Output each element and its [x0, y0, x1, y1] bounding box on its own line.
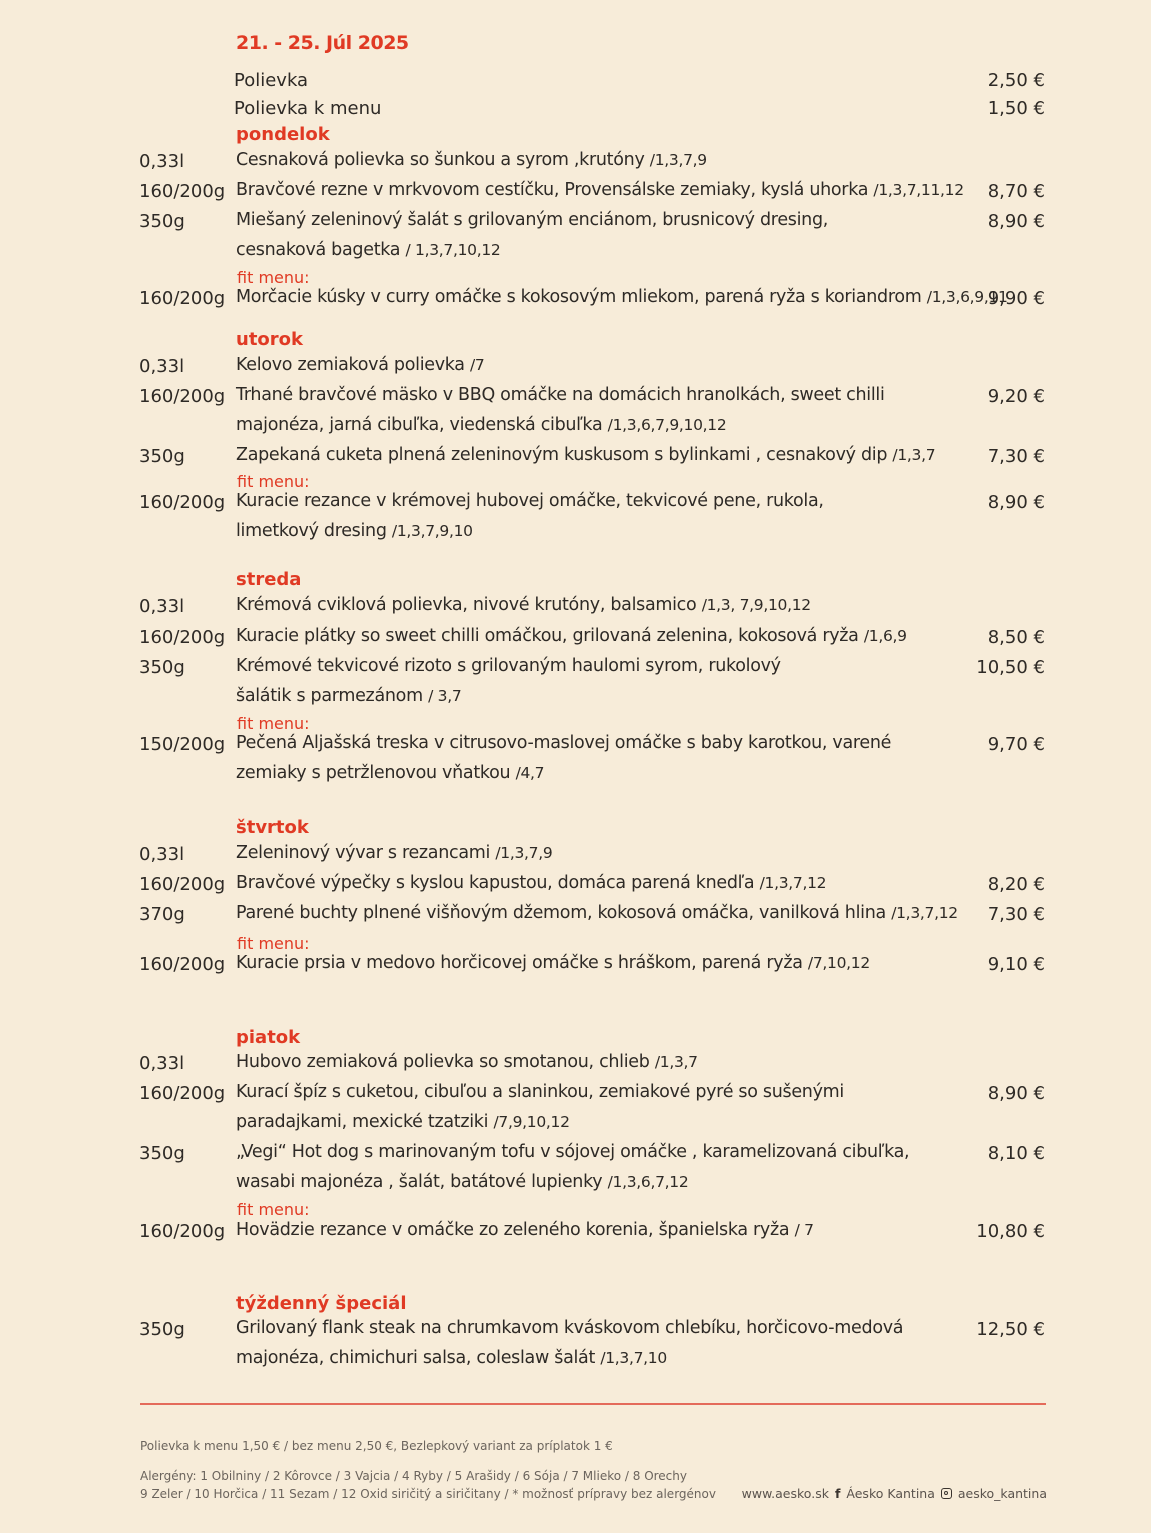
item-price: 9,90 €	[987, 288, 1045, 309]
item-allergens: /1,3,7,9,10	[391, 522, 473, 540]
item-description: cesnaková bagetka	[236, 240, 406, 260]
soup-menu-label: Polievka k menu	[234, 98, 382, 119]
item-quantity: 160/200g	[139, 492, 226, 513]
allergens-line-1: Alergény: 1 Obilniny / 2 Kôrovce / 3 Vajcia / 4 Ryby / 5 Arašidy / 6 Sója / 7 Mlieko / 8 Orechy	[140, 1469, 687, 1483]
item-quantity: 160/200g	[139, 874, 226, 895]
item-allergens: /1,3,7,9	[495, 844, 553, 862]
item-description: Kelovo zemiaková polievka	[236, 355, 470, 375]
item-allergens: /1,6,9	[863, 627, 907, 645]
menu-item	[236, 898, 981, 928]
item-description: Kuracie plátky so sweet chilli omáčkou, grilovaná zelenina, kokosová ryža	[236, 626, 864, 646]
item-description: Zapekaná cuketa plnená zeleninovým kuskusom s bylinkami , cesnakový dip	[236, 445, 893, 465]
item-allergens: /7,9,10,12	[493, 1113, 570, 1131]
item-allergens: /1,3,7	[892, 446, 936, 464]
item-allergens: /1,3,7,11,12	[873, 181, 964, 199]
item-price: 9,20 €	[987, 386, 1045, 407]
soup-label: Polievka	[234, 70, 309, 91]
item-quantity: 370g	[139, 904, 185, 925]
item-description: zemiaky s petržlenovou vňatkou	[236, 763, 516, 783]
item-allergens: /7	[470, 356, 485, 374]
menu-item	[236, 651, 981, 711]
item-description: Bravčové výpečky s kyslou kapustou, domáca parená knedľa	[236, 873, 760, 893]
item-price: 10,80 €	[976, 1221, 1045, 1242]
item-allergens: /1,3,7,10	[600, 1349, 667, 1367]
instagram-link[interactable]: aesko_kantina	[957, 1486, 1047, 1501]
item-description: Hubovo zemiaková polievka so smotanou, chlieb	[236, 1052, 655, 1072]
item-quantity: 350g	[139, 657, 185, 678]
item-quantity: 0,33l	[139, 356, 185, 377]
item-description: Miešaný zeleninový šalát s grilovaným enciánom, brusnicový dresing,	[236, 210, 829, 230]
menu-item	[236, 838, 981, 868]
item-price: 8,10 €	[987, 1143, 1045, 1164]
menu-item	[236, 868, 981, 898]
item-price: 8,90 €	[987, 211, 1045, 232]
item-allergens: /1,3, 7,9,10,12	[701, 596, 811, 614]
day-heading: streda	[236, 569, 302, 590]
menu-item	[236, 621, 981, 651]
menu-item	[236, 440, 981, 470]
item-description: limetkový dresing	[236, 521, 392, 541]
item-description: Cesnaková polievka so šunkou a syrom ,krutóny	[236, 150, 650, 170]
fit-menu-label: fit menu:	[237, 268, 310, 287]
item-quantity: 350g	[139, 1319, 185, 1340]
day-heading: utorok	[236, 329, 303, 350]
item-description: Parené buchty plnené višňovým džemom, kokosová omáčka, vanilková hlina	[236, 903, 892, 923]
item-quantity: 0,33l	[139, 1053, 185, 1074]
facebook-icon: f	[834, 1486, 841, 1501]
item-description: Zeleninový vývar s rezancami	[236, 843, 496, 863]
soup-price: 2,50 €	[987, 70, 1045, 91]
instagram-icon	[941, 1488, 952, 1499]
item-allergens: / 7	[794, 1221, 814, 1239]
item-allergens: / 1,3,7,10,12	[405, 241, 501, 259]
item-allergens: /1,3,7,9	[649, 151, 707, 169]
item-description: Pečená Aljašská treska v citrusovo-maslovej omáčke s baby karotkou, varené	[236, 733, 892, 753]
special-heading: týždenný špeciál	[236, 1293, 407, 1314]
item-allergens: /4,7	[515, 764, 545, 782]
allergens-line-2: 9 Zeler / 10 Horčica / 11 Sezam / 12 Oxid siričitý a siričitany / * možnosť prípravy bez alergénov	[140, 1487, 716, 1501]
menu-title: 21. - 25. Júl 2025	[236, 32, 409, 54]
item-quantity: 160/200g	[139, 954, 226, 975]
item-quantity: 160/200g	[139, 1221, 226, 1242]
item-description: paradajkami, mexické tzatziki	[236, 1112, 494, 1132]
item-quantity: 160/200g	[139, 386, 226, 407]
item-allergens: /1,3,7,12	[759, 874, 827, 892]
item-quantity: 0,33l	[139, 151, 185, 172]
item-quantity: 350g	[139, 211, 185, 232]
item-description: wasabi majonéza , šalát, batátové lupienky	[236, 1172, 608, 1192]
item-allergens: /1,3,6,7,12	[607, 1173, 689, 1191]
day-heading: pondelok	[236, 124, 330, 145]
fit-menu-label: fit menu:	[237, 714, 310, 733]
item-price: 9,10 €	[987, 954, 1045, 975]
item-description: Trhané bravčové mäsko v BBQ omáčke na domácich hranolkách, sweet chilli	[236, 385, 885, 405]
menu-item	[236, 145, 981, 175]
menu-item	[236, 282, 1008, 312]
item-description: Krémové tekvicové rizoto s grilovaným haulomi syrom, rukolový	[236, 656, 781, 676]
item-description: majonéza, chimichuri salsa, coleslaw šalát	[236, 1348, 601, 1368]
menu-item	[236, 486, 981, 546]
item-description: Grilovaný flank steak na chrumkavom kváskovom chlebíku, horčicovo-medová	[236, 1318, 904, 1338]
fit-menu-label: fit menu:	[237, 472, 310, 491]
item-price: 7,30 €	[987, 904, 1045, 925]
item-description: „Vegi“ Hot dog s marinovaným tofu v sójovej omáčke , karamelizovaná cibuľka,	[236, 1142, 910, 1162]
menu-item	[236, 1047, 981, 1077]
item-price: 10,50 €	[976, 657, 1045, 678]
menu-item	[236, 350, 981, 380]
item-description: Morčacie kúsky v curry omáčke s kokosovým mliekom, parená ryža s koriandrom	[236, 287, 927, 307]
menu-item	[236, 1215, 981, 1245]
menu-item	[236, 728, 981, 788]
facebook-link[interactable]: Áesko Kantina	[846, 1486, 935, 1501]
item-quantity: 150/200g	[139, 734, 226, 755]
item-quantity: 160/200g	[139, 181, 226, 202]
footer-divider	[140, 1403, 1046, 1405]
item-description: šalátik s parmezánom	[236, 686, 429, 706]
item-description: Krémová cviklová polievka, nivové krutóny, balsamico	[236, 595, 702, 615]
item-price: 8,70 €	[987, 181, 1045, 202]
item-quantity: 160/200g	[139, 627, 226, 648]
day-heading: štvrtok	[236, 817, 309, 838]
menu-item	[236, 205, 981, 265]
item-allergens: /1,3,6,9,11	[926, 288, 1008, 306]
footer-note: Polievka k menu 1,50 € / bez menu 2,50 €, Bezlepkový variant za príplatok 1 €	[140, 1439, 613, 1453]
fit-menu-label: fit menu:	[237, 1200, 310, 1219]
item-allergens: /1,3,6,7,9,10,12	[607, 416, 727, 434]
item-quantity: 0,33l	[139, 844, 185, 865]
menu-item	[236, 1313, 981, 1373]
item-quantity: 350g	[139, 1143, 185, 1164]
menu-item	[236, 1077, 981, 1137]
item-price: 8,50 €	[987, 627, 1045, 648]
website-link[interactable]: www.aesko.sk	[741, 1486, 829, 1501]
item-price: 9,70 €	[987, 734, 1045, 755]
menu-item	[236, 590, 981, 620]
item-quantity: 350g	[139, 446, 185, 467]
item-quantity: 0,33l	[139, 596, 185, 617]
item-description: Hovädzie rezance v omáčke zo zeleného korenia, španielska ryža	[236, 1220, 795, 1240]
menu-item	[236, 1137, 981, 1197]
item-price: 12,50 €	[976, 1319, 1045, 1340]
item-allergens: /1,3,7	[654, 1053, 698, 1071]
item-quantity: 160/200g	[139, 1083, 226, 1104]
item-price: 7,30 €	[987, 446, 1045, 467]
item-description: Kurací špíz s cuketou, cibuľou a slaninkou, zemiakové pyré so sušenými	[236, 1082, 844, 1102]
item-allergens: /7,10,12	[807, 954, 870, 972]
menu-item	[236, 948, 981, 978]
item-price: 8,90 €	[987, 492, 1045, 513]
menu-item	[236, 380, 981, 440]
item-allergens: /1,3,7,12	[891, 904, 958, 922]
soup-menu-price: 1,50 €	[987, 98, 1045, 119]
item-description: majonéza, jarná cibuľka, viedenská cibuľka	[236, 415, 608, 435]
item-price: 8,20 €	[987, 874, 1045, 895]
item-price: 8,90 €	[987, 1083, 1045, 1104]
item-allergens: / 3,7	[428, 687, 462, 705]
item-description: Kuracie prsia v medovo horčicovej omáčke s hráškom, parená ryža	[236, 953, 808, 973]
day-heading: piatok	[236, 1027, 301, 1048]
item-description: Bravčové rezne v mrkvovom cestíčku, Provensálske zemiaky, kyslá uhorka	[236, 180, 874, 200]
item-description: Kuracie rezance v krémovej hubovej omáčke, tekvicové pene, rukola,	[236, 491, 824, 511]
fit-menu-label: fit menu:	[237, 934, 310, 953]
social-links	[742, 1486, 1047, 1501]
item-quantity: 160/200g	[139, 288, 226, 309]
menu-item	[236, 175, 981, 205]
